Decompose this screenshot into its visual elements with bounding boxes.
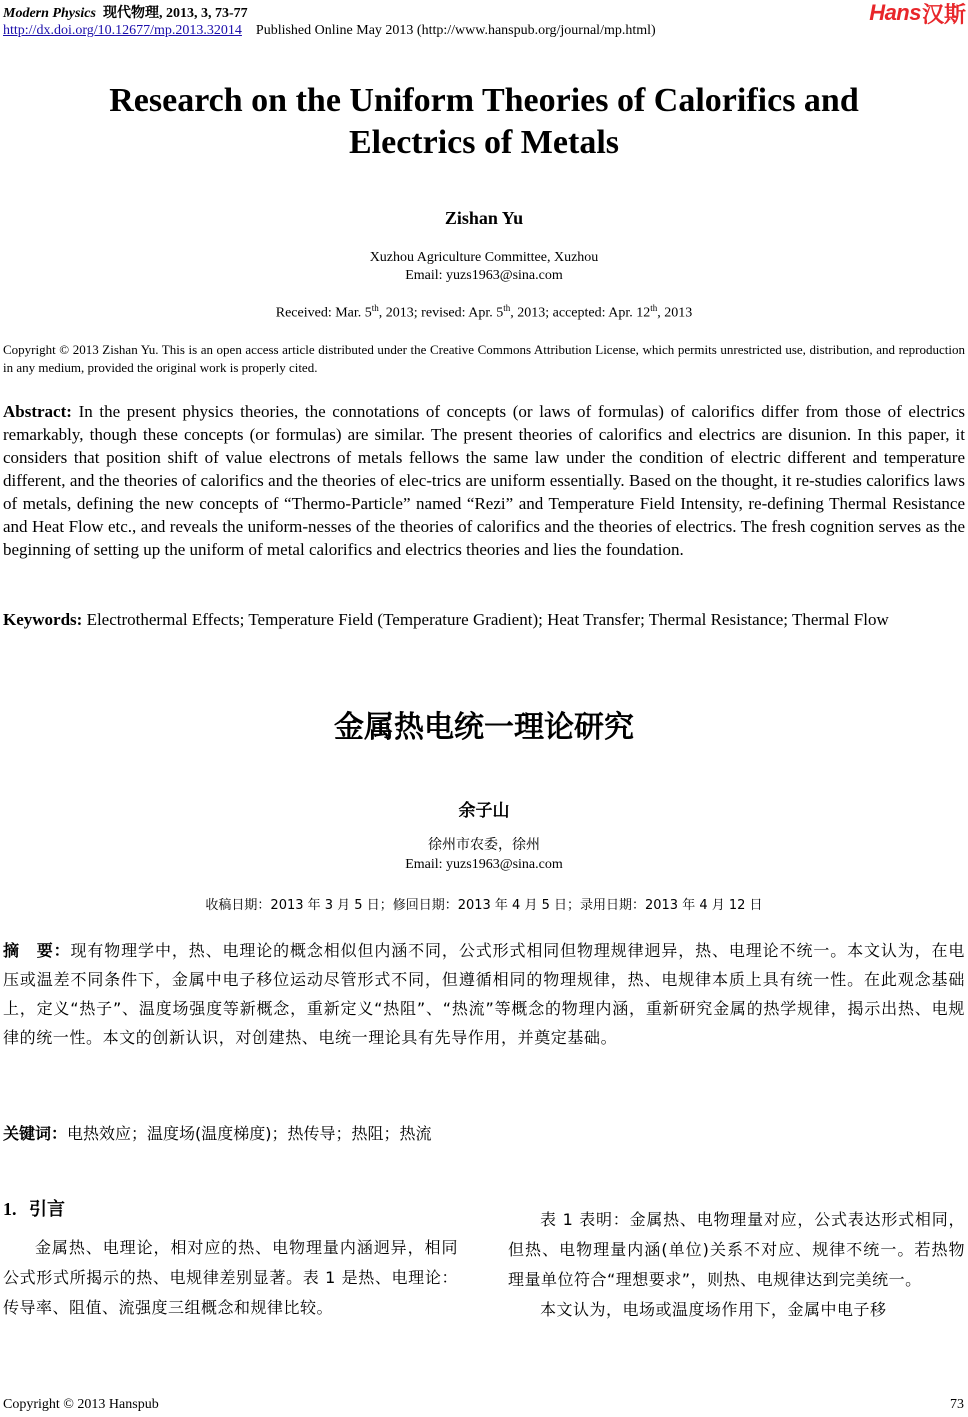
published-online: Published Online May 2013 (http://www.hanspub.org/journal/mp.html): [255, 23, 656, 38]
abstract-label-cn: 摘 要：: [3, 941, 71, 960]
body-column-left: [3, 1195, 458, 1323]
publisher-logo: [869, 0, 966, 26]
accepted-date: , 2013; accepted: Apr. 12: [510, 305, 651, 321]
received-dates: [0, 303, 968, 322]
affiliation-block: [0, 249, 968, 285]
keywords-label-cn: 关键词：: [3, 1124, 68, 1143]
title-line-2: Electrics of Metals: [349, 124, 619, 161]
footer-copyright: Copyright © 2013 Hanspub: [3, 1397, 159, 1412]
affiliation-cn: 徐州市农委，徐州: [428, 837, 540, 853]
keywords-cn: [3, 1121, 432, 1144]
section-number: 1.: [3, 1199, 17, 1219]
received-dates-cn: 收稿日期：2013 年 3 月 5 日；修回日期：2013 年 4 月 5 日；录用日期：2013 年 4 月 12 日: [205, 898, 763, 913]
abstract-en: [3, 400, 965, 561]
keywords-text: Electrothermal Effects; Temperature Field (Temperature Gradient); Heat Transfer; Thermal Resistance; Thermal Flow: [86, 610, 889, 629]
ordinal-suffix: th: [503, 303, 511, 313]
author-email-cn: Email: yuzs1963@sina.com: [405, 857, 563, 872]
revised-date: , 2013; revised: Apr. 5: [378, 305, 504, 321]
doi-link[interactable]: http://dx.doi.org/10.12677/mp.2013.32014: [3, 23, 242, 38]
author-email: Email: yuzs1963@sina.com: [405, 268, 563, 283]
received-date: Received: Mar. 5: [275, 305, 372, 321]
affiliation: Xuzhou Agriculture Committee, Xuzhou: [369, 250, 599, 265]
ordinal-suffix: th: [650, 303, 658, 313]
author-name-cn: 余子山: [458, 801, 510, 821]
author-name: Zishan Yu: [444, 208, 524, 228]
doi-line: [3, 23, 656, 39]
page-number: 73: [950, 1397, 964, 1412]
abstract-text: In the present physics theories, the connotations of concepts (or laws of formulas) of calorifics differ from those of electrics remarkably, though these concepts (or formulas) are similar. The present theories of calorifics and electrics are disunion. In this paper, it considers that position shift of value electrons of metals fellows the same law under the condition of electric different and temperature different, and the theories of calorifics and the theories of elec-trics are uniform essentially. Based on the thought, it re-studies calorifics laws of metals, defining the new concepts of “Thermo-Particle” named “Rezi” and Temperature Field Intensity, re-defining Thermal Resistance and Heat Flow etc., and reveals the uniform-nesses of the theories of calorifics and the theories of electrics. The fresh cognition serves as the beginning of setting up the uniform of metal calorifics and electrics theories and lies the foundation.: [3, 402, 966, 559]
logo-text-cn: 汉斯: [921, 2, 966, 28]
section-heading: [3, 1195, 458, 1221]
ordinal-suffix: th: [371, 303, 379, 313]
abstract-text-cn: 现有物理学中，热、电理论的概念相似但内涵不同，公式形式相同但物理规律迥异，热、电理论不统一。本文认为，在电压或温差不同条件下，金属中电子移位运动尽管形式不同，但遵循相同的物理规律，热、电规律本质上具有统一性。在此观念基础上，定义“热子”、温度场强度等新概念，重新定义“热阻”、“热流”等概念的物理内涵，重新研究金属的热学规律，揭示出热、电规律的统一性。本文的创新认识，对创建热、电统一理论具有先导作用，并奠定基础。: [3, 941, 965, 1047]
section-title: 引言: [29, 1199, 66, 1220]
keywords-text-cn: 电热效应；温度场(温度梯度)；热传导；热阻；热流: [67, 1124, 432, 1143]
keywords-en: [3, 608, 943, 631]
body-paragraph: 本文认为，电场或温度场作用下，金属中电子移: [540, 1300, 887, 1319]
paper-title: [0, 80, 968, 164]
title-line-1: Research on the Uniform Theories of Calorifics and: [109, 82, 859, 119]
body-paragraph: 表 1 表明：金属热、电物理量对应，公式表达形式相同，但热、电物理量内涵(单位)关系不对应、规律不统一。若热物理量单位符合“理想要求”，则热、电规律达到完美统一。: [508, 1210, 965, 1289]
keywords-label: Keywords:: [3, 610, 83, 629]
abstract-cn: [3, 936, 965, 1052]
abstract-label: Abstract:: [3, 402, 72, 421]
body-paragraph: 金属热、电理论，相对应的热、电物理量内涵迥异，相同公式形式所揭示的热、电规律差别显著。表 1 是热、电理论：传导率、阻值、流强度三组概念和规律比较。: [3, 1238, 458, 1317]
affiliation-block-cn: [0, 836, 968, 874]
logo-text-en: Hans: [869, 0, 921, 25]
paper-title-cn: 金属热电统一理论研究: [334, 710, 634, 745]
journal-name: Modern Physics: [3, 6, 96, 21]
journal-volume: 现代物理, 2013, 3, 73-77: [102, 6, 248, 21]
accepted-year: , 2013: [657, 305, 693, 321]
body-column-right: [508, 1205, 965, 1325]
copyright-notice: Copyright © 2013 Zishan Yu. This is an open access article distributed under the Creative Commons Attribution License, which permits unrestricted use, distribution, and reproduction in any medium, provided the original work is properly cited.: [3, 342, 965, 375]
journal-citation: [3, 2, 248, 22]
